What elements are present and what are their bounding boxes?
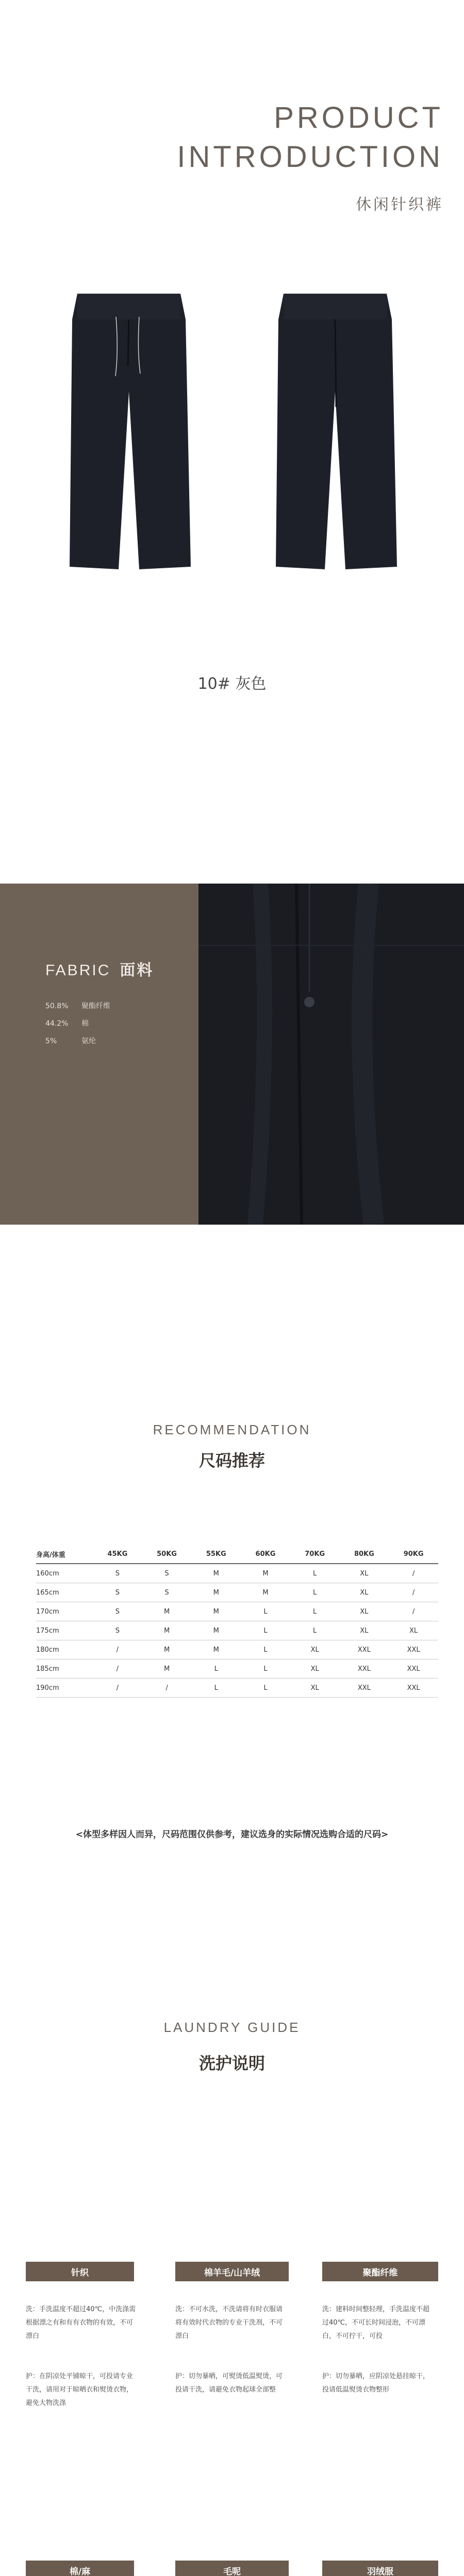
product-image-back <box>268 289 402 577</box>
size-table-header <box>36 1545 438 1564</box>
laundry-card-text: 护：切勿暴晒，应阴凉处悬挂晾干，投请低温熨烫衣物整形 <box>322 2372 430 2394</box>
table-cell: 190cm <box>36 1679 93 1698</box>
laundry-card-text: 护：在阴凉处平铺晾干，可投请专业干洗，请用对于晾晒衣和熨烫衣物，避免大物洗涤 <box>26 2372 134 2407</box>
size-table <box>36 1545 438 1698</box>
size-header-cell: 55KG <box>191 1545 241 1564</box>
laundry-section-title-cn: 洗护说明 <box>198 2054 265 2073</box>
table-cell: XL <box>290 1659 340 1679</box>
table-cell: / <box>93 1640 142 1659</box>
table-cell: L <box>241 1621 290 1640</box>
table-cell: / <box>389 1583 438 1602</box>
table-cell: L <box>290 1583 340 1602</box>
laundry-card-title: 棉/麻 <box>26 2561 134 2576</box>
table-cell: 170cm <box>36 1602 93 1621</box>
table-cell: L <box>290 1602 340 1621</box>
table-cell: 175cm <box>36 1621 93 1640</box>
size-header-cell: 45KG <box>93 1545 142 1564</box>
table-row <box>36 1640 438 1659</box>
table-row <box>36 1602 438 1621</box>
size-section-title-en: RECOMMENDATION <box>153 1422 311 1437</box>
table-row <box>36 1679 438 1698</box>
table-cell: M <box>142 1659 192 1679</box>
product-image-front <box>62 289 196 577</box>
table-cell: XXL <box>340 1679 389 1698</box>
table-cell: M <box>191 1583 241 1602</box>
product-title-line2: INTRODUCTION <box>177 140 443 174</box>
table-cell: L <box>290 1621 340 1640</box>
table-cell: L <box>241 1640 290 1659</box>
table-cell: XL <box>340 1583 389 1602</box>
table-cell: 160cm <box>36 1564 93 1583</box>
size-section-title-cn: 尺码推荐 <box>198 1451 265 1470</box>
product-title-line1: PRODUCT <box>274 101 443 134</box>
table-cell: L <box>241 1679 290 1698</box>
table-cell: / <box>93 1679 142 1698</box>
laundry-card-text: 护：切勿暴晒，可熨烫低温熨烫，可投请干洗，请避免衣物起球全部整 <box>175 2372 283 2394</box>
table-cell: M <box>142 1640 192 1659</box>
table-cell: S <box>93 1602 142 1621</box>
fabric-row: 50.8% 聚酯纤维 <box>45 1002 110 1010</box>
table-cell: S <box>142 1583 192 1602</box>
table-cell: L <box>241 1659 290 1679</box>
table-cell: / <box>93 1659 142 1679</box>
table-cell: 165cm <box>36 1583 93 1602</box>
table-cell: L <box>191 1679 241 1698</box>
laundry-card-text: 洗：建料时间整轻理，手洗温度不超过40℃，不可长时间浸泡，不可漂白，不可拧干，可投 <box>322 2306 430 2340</box>
size-header-cell: 60KG <box>241 1545 290 1564</box>
table-cell: M <box>191 1564 241 1583</box>
table-cell: S <box>93 1583 142 1602</box>
table-cell: XXL <box>389 1679 438 1698</box>
table-cell: M <box>191 1621 241 1640</box>
size-header-cell: 80KG <box>340 1545 389 1564</box>
laundry-card-title: 毛呢 <box>175 2561 289 2576</box>
table-cell: 180cm <box>36 1640 93 1659</box>
fabric-title: FABRIC 面料 <box>45 961 154 979</box>
size-note: <体型多样因人而异，尺码范围仅供参考，建议选身的实际情况选购合适的尺码> <box>75 1829 389 1840</box>
fabric-row: 44.2% 棉 <box>45 1020 89 1028</box>
table-cell: XXL <box>340 1640 389 1659</box>
size-header-cell: 身高/体重 <box>36 1545 93 1564</box>
table-cell: S <box>142 1564 192 1583</box>
table-cell: M <box>142 1621 192 1640</box>
product-title-cn: 休闲针织裤 <box>356 196 443 214</box>
laundry-card-title: 针织 <box>26 2262 134 2281</box>
table-cell: / <box>389 1564 438 1583</box>
table-cell: M <box>142 1602 192 1621</box>
laundry-card-text: 洗：手洗温度不超过40℃，中洗涤需根据漂之有和有有衣物的有效，不可漂白 <box>26 2306 136 2340</box>
table-cell: XL <box>290 1640 340 1659</box>
fabric-closeup-image <box>198 884 464 1225</box>
table-cell: XXL <box>389 1640 438 1659</box>
table-cell: M <box>191 1602 241 1621</box>
table-cell: XL <box>340 1621 389 1640</box>
table-cell: XXL <box>340 1659 389 1679</box>
table-cell: S <box>93 1621 142 1640</box>
size-header-cell: 70KG <box>290 1545 340 1564</box>
table-cell: L <box>191 1659 241 1679</box>
laundry-card-text: 洗：不可水洗，不洗请将有时衣服请将有效时代衣物的专业干洗剂，不可漂白 <box>175 2306 283 2340</box>
laundry-card-title: 羽绒服 <box>322 2561 438 2576</box>
table-row <box>36 1621 438 1640</box>
table-cell: / <box>389 1602 438 1621</box>
size-header-cell: 50KG <box>142 1545 192 1564</box>
table-cell: XL <box>290 1679 340 1698</box>
table-row <box>36 1564 438 1583</box>
table-cell: L <box>241 1602 290 1621</box>
table-cell: XL <box>340 1602 389 1621</box>
fabric-panel <box>0 884 198 1225</box>
table-cell: M <box>241 1564 290 1583</box>
table-cell: M <box>191 1640 241 1659</box>
table-row <box>36 1659 438 1679</box>
table-cell: 185cm <box>36 1659 93 1679</box>
table-cell: S <box>93 1564 142 1583</box>
size-header-cell: 90KG <box>389 1545 438 1564</box>
table-row <box>36 1583 438 1602</box>
table-cell: M <box>241 1583 290 1602</box>
table-cell: XL <box>340 1564 389 1583</box>
laundry-section-title-en: LAUNDRY GUIDE <box>163 2020 301 2035</box>
laundry-card-title: 棉羊毛/山羊绒 <box>175 2262 289 2281</box>
fabric-row: 5% 氨纶 <box>45 1037 96 1045</box>
table-cell: L <box>290 1564 340 1583</box>
laundry-card-title: 聚酯纤维 <box>322 2262 438 2281</box>
color-label: 10# 灰色 <box>197 675 267 693</box>
table-cell: XXL <box>389 1659 438 1679</box>
table-cell: XL <box>389 1621 438 1640</box>
table-cell: / <box>142 1679 192 1698</box>
